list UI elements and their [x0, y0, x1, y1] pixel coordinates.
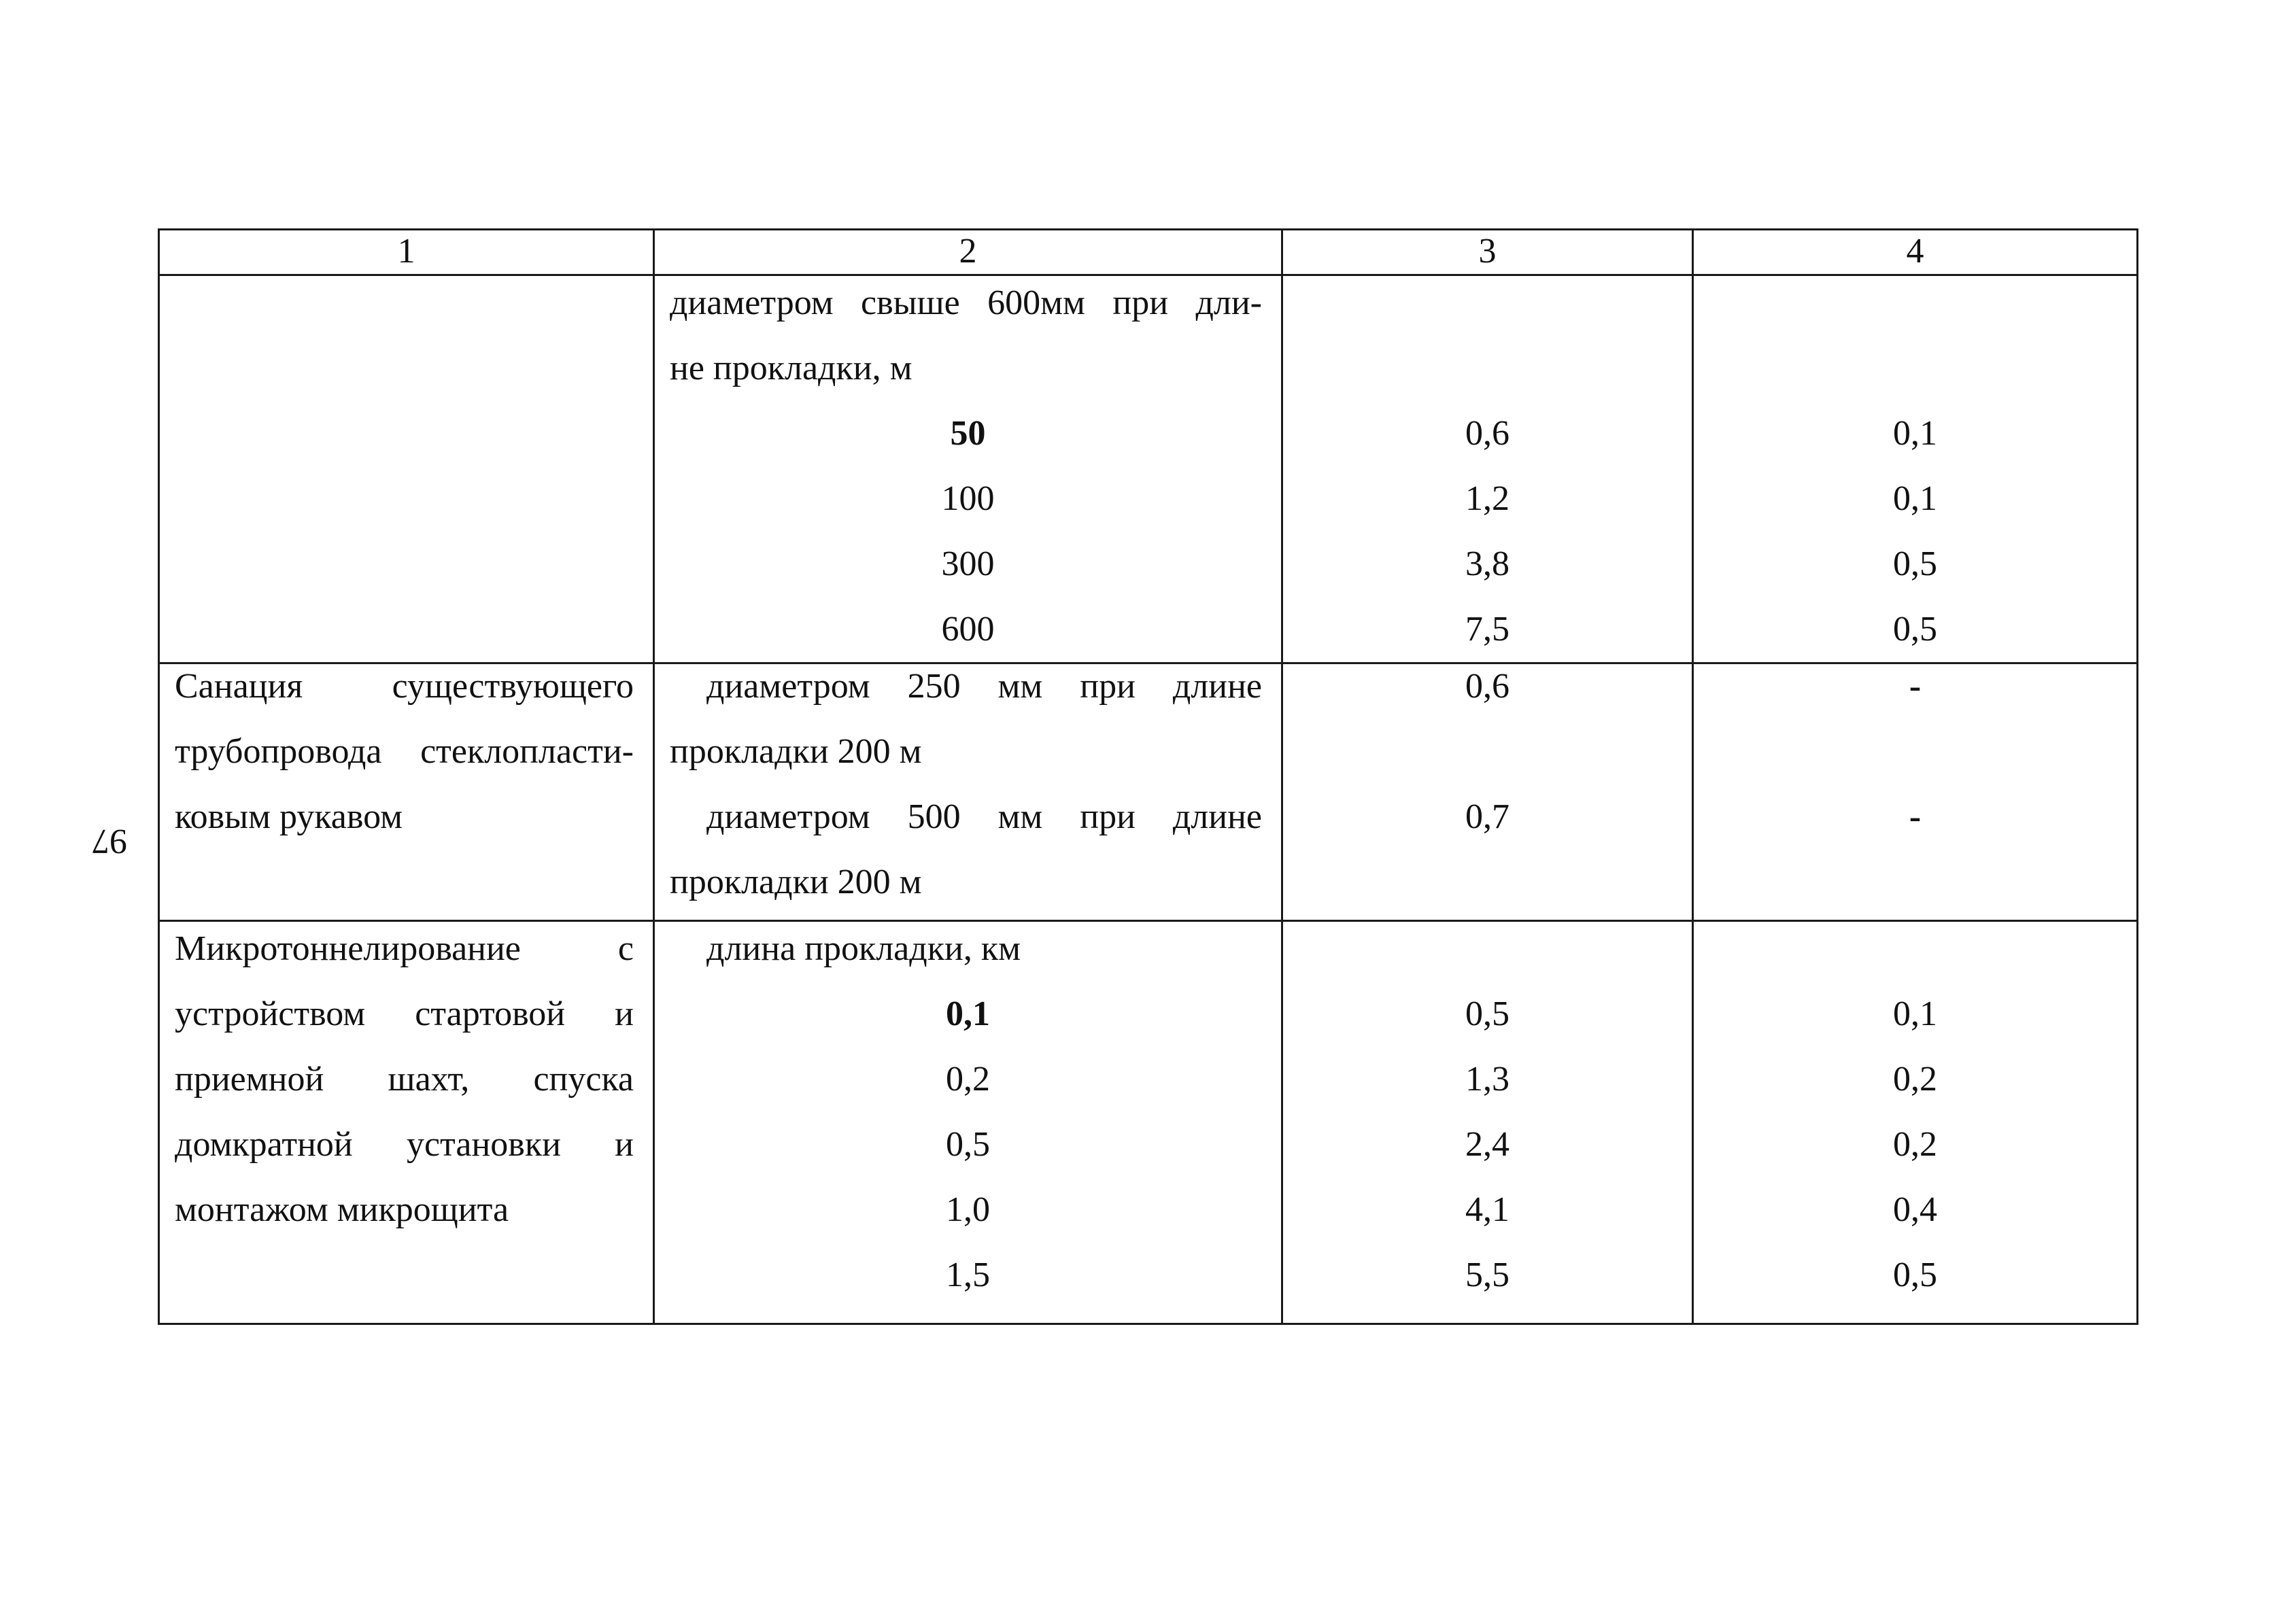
block3-col1 [159, 921, 654, 1324]
length-value: 100 [941, 479, 995, 518]
col3-value: 7,5 [1465, 610, 1509, 649]
block1-desc-line: не прокладки, м [670, 349, 912, 387]
block3-col4 [1693, 921, 2138, 1324]
block2-desc-line: Санация существующего [175, 667, 634, 706]
col4-value: 0,5 [1893, 545, 1937, 583]
header-col-3: 3 [1282, 230, 1693, 275]
block2-item-line: прокладки 200 м [670, 732, 922, 771]
col4-value: 0,1 [1893, 414, 1937, 453]
col3-value: 1,2 [1465, 479, 1509, 518]
block1-col2 [654, 275, 1282, 663]
block3-col2-header: длина прокладки, км [706, 929, 1021, 968]
block3-desc-line: устройством стартовой и [175, 995, 634, 1033]
block2-col4 [1693, 663, 2138, 921]
block2-item-line: диаметром 500 мм при длине [706, 797, 1262, 836]
col3-value: 5,5 [1465, 1256, 1509, 1294]
table-row-block3 [159, 921, 2138, 1324]
header-col-2: 2 [654, 230, 1282, 275]
block3-col3 [1282, 921, 1693, 1324]
block1-col1 [159, 275, 654, 663]
block2-item-line: диаметром 250 мм при длине [706, 667, 1262, 706]
header-col-1: 1 [159, 230, 654, 275]
header-col-4: 4 [1693, 230, 2138, 275]
block1-col4 [1693, 275, 2138, 663]
col3-value: 0,7 [1465, 797, 1509, 836]
col3-value: 0,6 [1465, 667, 1509, 706]
col4-value: 0,1 [1893, 479, 1937, 518]
block3-desc-line: Микротоннелирование с [175, 929, 634, 968]
length-value: 50 [950, 414, 986, 453]
col4-value: 0,2 [1893, 1125, 1937, 1164]
col3-value: 0,6 [1465, 414, 1509, 453]
col3-value: 2,4 [1465, 1125, 1509, 1164]
norms-table [158, 228, 2138, 1325]
table-row-block1 [159, 275, 2138, 663]
col3-value: 0,5 [1465, 995, 1509, 1033]
block2-col1 [159, 663, 654, 921]
block3-desc-line: приемной шахт, спуска [175, 1060, 634, 1099]
block1-col3 [1282, 275, 1693, 663]
page-number: 97 [92, 822, 127, 861]
col4-value: - [1909, 667, 1922, 706]
col4-value: 0,4 [1893, 1190, 1937, 1229]
block2-col3 [1282, 663, 1693, 921]
length-value: 0,2 [946, 1060, 990, 1099]
length-value: 1,5 [946, 1256, 990, 1294]
block3-desc-line: домкратной установки и [175, 1125, 634, 1164]
block3-col2 [654, 921, 1282, 1324]
col3-value: 1,3 [1465, 1060, 1509, 1099]
table-row-block2 [159, 663, 2138, 921]
col3-value: 4,1 [1465, 1190, 1509, 1229]
block3-desc-line: монтажом микрощита [175, 1190, 509, 1229]
header-row [159, 230, 2138, 275]
block2-desc-line: ковым рукавом [175, 797, 403, 836]
length-value: 300 [941, 545, 995, 583]
block2-item-line: прокладки 200 м [670, 863, 922, 901]
block1-desc-line: диаметром свыше 600мм при дли- [670, 283, 1262, 322]
col4-value: 0,5 [1893, 610, 1937, 649]
col3-value: 3,8 [1465, 545, 1509, 583]
col4-value: 0,5 [1893, 1256, 1937, 1294]
length-value: 600 [941, 610, 995, 649]
block2-col2 [654, 663, 1282, 921]
block2-desc-line: трубопровода стеклопласти- [175, 732, 634, 771]
length-value: 1,0 [946, 1190, 990, 1229]
col4-value: 0,2 [1893, 1060, 1937, 1099]
length-value: 0,5 [946, 1125, 990, 1164]
length-value: 0,1 [946, 995, 990, 1033]
col4-value: - [1909, 797, 1922, 836]
col4-value: 0,1 [1893, 995, 1937, 1033]
